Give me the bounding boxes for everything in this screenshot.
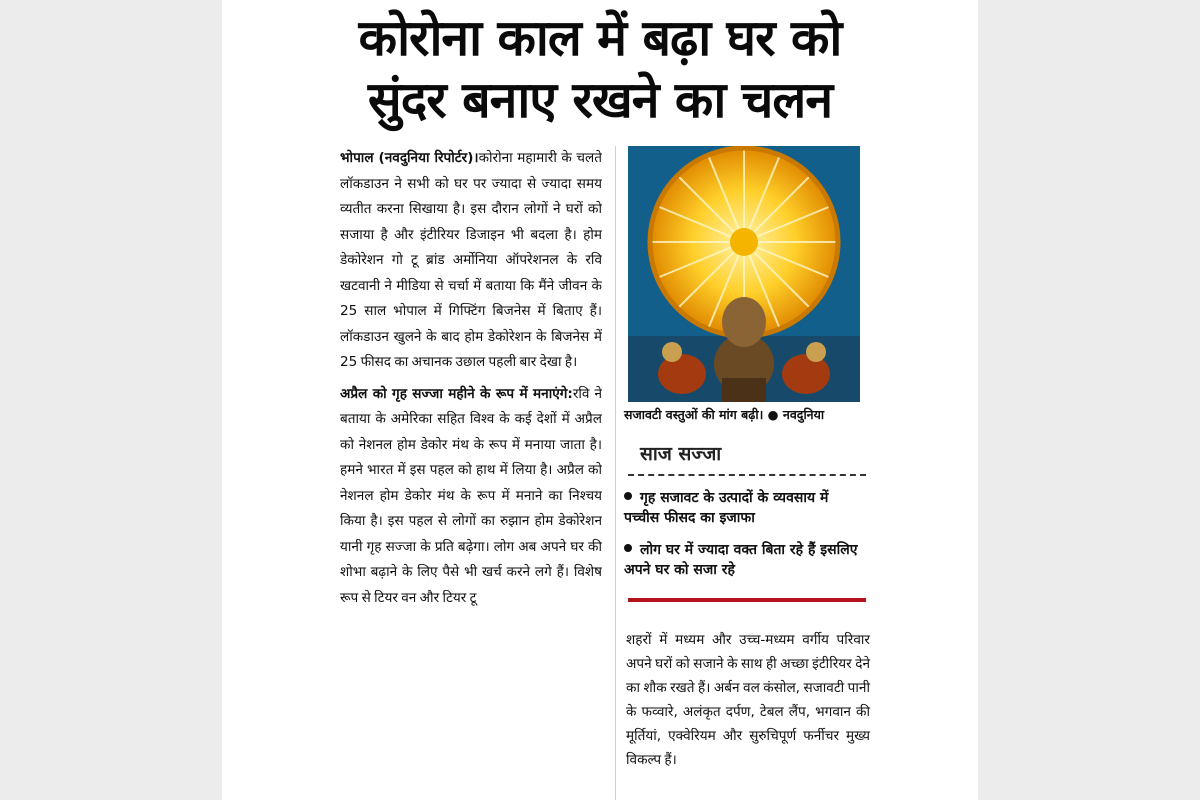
paragraph-1-text: कोरोना महामारी के चलते लॉकडाउन ने सभी को घर पर ज्यादा से ज्यादा समय व्यतीत करना सिखाया है। इस दौरान लोगों ने घरों को सजाया है और इंटीरियर डिजाइन भी बदला है। होम डेकोरेशन गो टू ब्रांड अर्मोनिया ऑपरेशनल के रवि खटवानी ने मीडिया से चर्चा में बताया कि मैंने जीवन के 25 साल भोपाल में गिफ्टिंग बिजनेस में बिताए हैं। लॉकडाउन खुलने के बाद होम डेकोरेशन के बिजनेस में 25 फीसद का अचानक उछाल पहली बार देखा है। [340,150,602,370]
newspaper-clipping [222,0,978,800]
highlight-item [624,488,868,528]
article-paragraph-2 [340,382,602,612]
decor-photo [628,146,860,402]
highlight-item [624,540,868,580]
sun-mirror-buddha-image [628,146,860,402]
highlight-text: गृह सजावट के उत्पादों के व्यवसाय में पच्चीस फीसद का इजाफा [624,490,829,526]
dateline: भोपाल (नवदुनिया रिपोर्टर)। [340,150,479,166]
paragraph-2-text: रवि ने बताया के अमेरिका सहित विश्व के कई देशों में अप्रैल को नेशनल होम डेकोर मंथ के रूप में मनाया जाता है। हमने भारत में इस पहल को हाथ में लिया है। अप्रैल को नेशनल होम डेकोर मंथ के रूप में मनाने का निश्चय किया है। इस पहल से लोगों का रुझान होम डेकोरेशन यानी गृह सज्जा के प्रति बढ़ेगा। लोग अब अपने घर की शोभा बढ़ाने के लिए पैसे भी खर्च करने लगे हैं। विशेष रूप से टियर वन और टियर टू [340,385,602,606]
bullet-icon [624,492,632,500]
headline-line-1: कोरोना काल में बढ़ा घर को [358,9,842,67]
photo-caption: सजावटी वस्तुओं की मांग बढ़ी। ● नवदुनिया [624,407,825,422]
column-divider [615,146,616,800]
bullet-icon [624,544,632,552]
subheading: अप्रैल को गृह सज्जा महीने के रूप में मनाएंगे: [340,385,573,402]
highlight-text: लोग घर में ज्यादा वक्त बिता रहे हैं इसलिए अपने घर को सजा रहे [624,542,858,578]
article-paragraph-1 [340,146,602,376]
highlights-title: साज सज्जा [640,443,722,465]
headline-line-2: सुंदर बनाए रखने का चलन [367,71,833,129]
article-body [340,146,602,800]
red-divider [628,598,866,602]
highlights-box [618,440,868,602]
dashed-divider [628,474,866,476]
right-column-text: शहरों में मध्यम और उच्च-मध्यम वर्गीय परिवार अपने घरों को सजाने के साथ ही अच्छा इंटीरियर देने का शौक रखते हैं। अर्बन वल कंसोल, सजावटी पानी के फव्वारे, अलंकृत दर्पण, टेबल लैंप, भगवान की मूर्तियां, एक्वेरियम और सुरुचिपूर्ण फर्नीचर मुख्य विकल्प हैं। [626,631,870,768]
